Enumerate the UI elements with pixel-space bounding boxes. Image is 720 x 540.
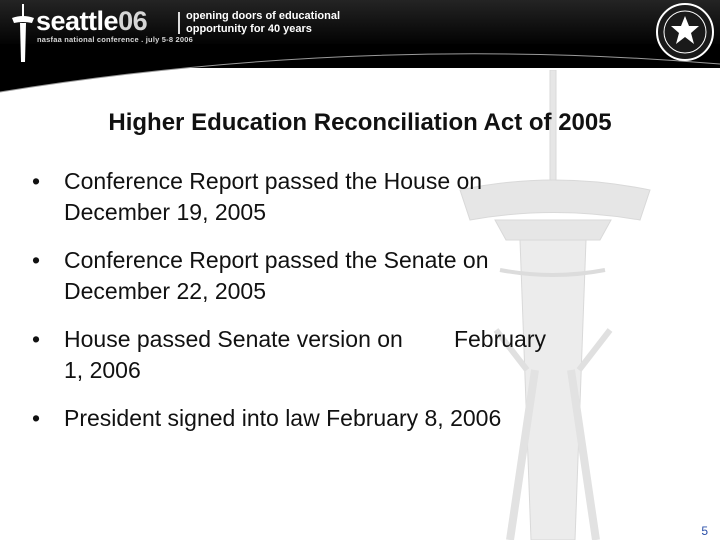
slide-title: Higher Education Reconciliation Act of 2005 [108,109,612,136]
brand-main: seattle [36,6,119,36]
banner-wave [0,44,720,94]
brand-subtitle: nasfaa national conference . july 5-8 2006 [37,35,193,44]
bullet-icon: • [32,326,41,352]
bullet-icon: • [32,168,41,194]
bullet-icon: • [32,247,41,273]
space-needle-logo-icon [10,4,36,62]
header-divider [178,12,180,34]
bullet-text-line2: 1, 2006 [64,357,141,383]
brand-year: 06 [118,6,148,36]
bullet-item [30,245,680,307]
bullet-item [30,166,680,228]
bullet-text-line1: President signed into law February 8, 2006 [64,405,502,431]
header-tagline: opening doors of educational opportunity for 40 years [186,10,340,35]
bullet-text-line1: House passed Senate version on February [64,326,546,352]
bullet-item [30,324,680,386]
bullet-item [30,403,680,434]
bullet-text-line2: December 19, 2005 [64,199,267,225]
bullet-text-line1: Conference Report passed the House on [64,168,483,194]
bullet-text-line1: Conference Report passed the Senate on [64,247,489,273]
page-number: 5 [701,524,708,538]
department-seal-icon [655,2,715,62]
bullet-text-line2: December 22, 2005 [64,278,267,304]
bullet-list [30,166,680,451]
brand-wordmark [36,6,147,36]
bullet-icon: • [32,405,41,431]
